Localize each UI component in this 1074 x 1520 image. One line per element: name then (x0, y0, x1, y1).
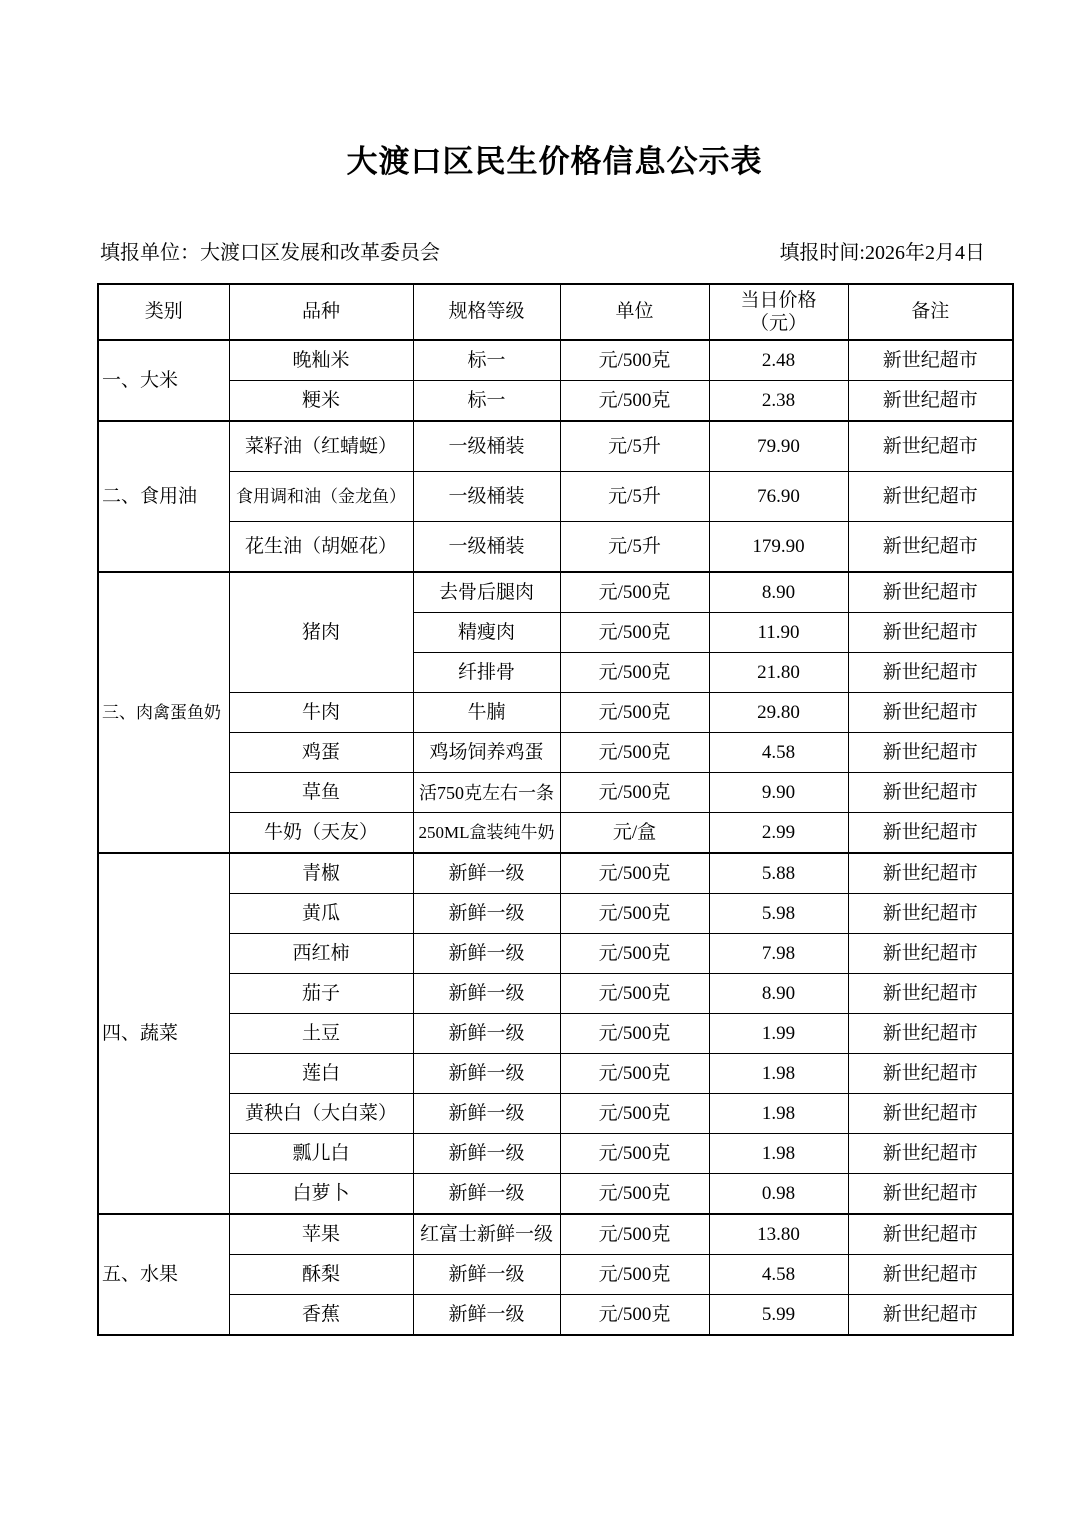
reporting-date: 填报时间:2026年2月4日 (779, 242, 985, 265)
table-header-row (98, 284, 1013, 340)
table-row (98, 572, 1013, 613)
table-row (98, 1174, 1013, 1215)
note-cell: 新世纪超市 (848, 934, 1013, 974)
spec-cell: 标一 (413, 381, 560, 422)
unit-cell: 元/500克 (560, 733, 709, 773)
column-header: 备注 (848, 284, 1013, 340)
unit-cell: 元/500克 (560, 1054, 709, 1094)
variety-cell: 食用调和油（金龙鱼） (229, 472, 413, 522)
spec-cell: 新鲜一级 (413, 1054, 560, 1094)
variety-cell: 鸡蛋 (229, 733, 413, 773)
category-cell: 四、蔬菜 (98, 853, 229, 1214)
unit-cell: 元/500克 (560, 974, 709, 1014)
variety-cell: 花生油（胡姬花） (229, 522, 413, 573)
note-cell: 新世纪超市 (848, 340, 1013, 381)
spec-cell: 一级桶装 (413, 522, 560, 573)
variety-cell: 西红柿 (229, 934, 413, 974)
unit-cell: 元/5升 (560, 421, 709, 472)
variety-cell: 瓢儿白 (229, 1134, 413, 1174)
note-cell: 新世纪超市 (848, 613, 1013, 653)
price-cell: 79.90 (709, 421, 848, 472)
table-row (98, 1214, 1013, 1255)
category-cell: 一、大米 (98, 340, 229, 421)
price-cell: 8.90 (709, 572, 848, 613)
spec-cell: 去骨后腿肉 (413, 572, 560, 613)
table-row (98, 693, 1013, 733)
spec-cell: 新鲜一级 (413, 1174, 560, 1215)
price-cell: 5.88 (709, 853, 848, 894)
column-header: 品种 (229, 284, 413, 340)
variety-cell: 黄瓜 (229, 894, 413, 934)
unit-cell: 元/500克 (560, 340, 709, 381)
column-header: 单位 (560, 284, 709, 340)
note-cell: 新世纪超市 (848, 894, 1013, 934)
note-cell: 新世纪超市 (848, 853, 1013, 894)
note-cell: 新世纪超市 (848, 693, 1013, 733)
note-cell: 新世纪超市 (848, 813, 1013, 854)
variety-cell: 酥梨 (229, 1255, 413, 1295)
price-cell: 2.48 (709, 340, 848, 381)
price-table (97, 283, 1014, 1336)
price-cell: 5.99 (709, 1295, 848, 1336)
unit-cell: 元/500克 (560, 773, 709, 813)
unit-cell: 元/500克 (560, 934, 709, 974)
unit-cell: 元/500克 (560, 653, 709, 693)
variety-cell: 粳米 (229, 381, 413, 422)
price-cell: 21.80 (709, 653, 848, 693)
note-cell: 新世纪超市 (848, 522, 1013, 573)
unit-cell: 元/500克 (560, 1134, 709, 1174)
unit-cell: 元/500克 (560, 894, 709, 934)
table-row (98, 340, 1013, 381)
price-cell: 1.99 (709, 1014, 848, 1054)
spec-cell: 新鲜一级 (413, 853, 560, 894)
variety-cell: 青椒 (229, 853, 413, 894)
table-row (98, 773, 1013, 813)
spec-cell: 新鲜一级 (413, 1094, 560, 1134)
price-cell: 1.98 (709, 1054, 848, 1094)
spec-cell: 新鲜一级 (413, 894, 560, 934)
note-cell: 新世纪超市 (848, 1174, 1013, 1215)
note-cell: 新世纪超市 (848, 1094, 1013, 1134)
reporting-unit: 填报单位：大渡口区发展和改革委员会 (100, 242, 440, 265)
spec-cell: 活750克左右一条 (413, 773, 560, 813)
variety-cell: 香蕉 (229, 1295, 413, 1336)
price-cell: 11.90 (709, 613, 848, 653)
note-cell: 新世纪超市 (848, 653, 1013, 693)
price-cell: 13.80 (709, 1214, 848, 1255)
table-row (98, 421, 1013, 472)
price-cell: 8.90 (709, 974, 848, 1014)
note-cell: 新世纪超市 (848, 1134, 1013, 1174)
variety-cell: 牛肉 (229, 693, 413, 733)
unit-cell: 元/500克 (560, 572, 709, 613)
price-cell: 1.98 (709, 1094, 848, 1134)
table-row (98, 894, 1013, 934)
spec-cell: 新鲜一级 (413, 934, 560, 974)
spec-cell: 一级桶装 (413, 421, 560, 472)
price-cell: 179.90 (709, 522, 848, 573)
column-header: 类别 (98, 284, 229, 340)
price-cell: 2.38 (709, 381, 848, 422)
variety-cell: 牛奶（天友） (229, 813, 413, 854)
unit-cell: 元/500克 (560, 381, 709, 422)
spec-cell: 红富士新鲜一级 (413, 1214, 560, 1255)
spec-cell: 新鲜一级 (413, 1295, 560, 1336)
table-row (98, 1134, 1013, 1174)
unit-cell: 元/500克 (560, 1214, 709, 1255)
table-row (98, 1094, 1013, 1134)
table-row (98, 974, 1013, 1014)
variety-cell: 黄秧白（大白菜） (229, 1094, 413, 1134)
unit-cell: 元/500克 (560, 1014, 709, 1054)
spec-cell: 新鲜一级 (413, 1255, 560, 1295)
price-cell: 4.58 (709, 1255, 848, 1295)
unit-cell: 元/500克 (560, 1094, 709, 1134)
note-cell: 新世纪超市 (848, 773, 1013, 813)
unit-cell: 元/500克 (560, 1295, 709, 1336)
price-cell: 9.90 (709, 773, 848, 813)
document-page (97, 0, 1012, 1336)
variety-cell: 茄子 (229, 974, 413, 1014)
note-cell: 新世纪超市 (848, 974, 1013, 1014)
note-cell: 新世纪超市 (848, 421, 1013, 472)
category-cell: 三、肉禽蛋鱼奶 (98, 572, 229, 853)
table-row (98, 472, 1013, 522)
table-row (98, 1295, 1013, 1336)
price-cell: 76.90 (709, 472, 848, 522)
note-cell: 新世纪超市 (848, 1054, 1013, 1094)
price-cell: 2.99 (709, 813, 848, 854)
note-cell: 新世纪超市 (848, 733, 1013, 773)
price-cell: 5.98 (709, 894, 848, 934)
variety-cell: 菜籽油（红蜻蜓） (229, 421, 413, 472)
table-row (98, 1014, 1013, 1054)
column-header: 规格等级 (413, 284, 560, 340)
unit-cell: 元/5升 (560, 522, 709, 573)
note-cell: 新世纪超市 (848, 1295, 1013, 1336)
spec-cell: 250ML盒装纯牛奶 (413, 813, 560, 854)
table-row (98, 733, 1013, 773)
spec-cell: 鸡场饲养鸡蛋 (413, 733, 560, 773)
spec-cell: 新鲜一级 (413, 1014, 560, 1054)
page-title: 大渡口区民生价格信息公示表 (346, 144, 763, 179)
unit-cell: 元/500克 (560, 1174, 709, 1215)
note-cell: 新世纪超市 (848, 472, 1013, 522)
category-cell: 二、食用油 (98, 421, 229, 572)
note-cell: 新世纪超市 (848, 1255, 1013, 1295)
unit-cell: 元/500克 (560, 613, 709, 653)
variety-cell: 晚籼米 (229, 340, 413, 381)
spec-cell: 牛腩 (413, 693, 560, 733)
meta-row (97, 236, 1012, 265)
note-cell: 新世纪超市 (848, 572, 1013, 613)
variety-cell: 莲白 (229, 1054, 413, 1094)
table-row (98, 381, 1013, 422)
price-cell: 0.98 (709, 1174, 848, 1215)
price-cell: 4.58 (709, 733, 848, 773)
variety-cell: 猪肉 (229, 572, 413, 693)
table-row (98, 1255, 1013, 1295)
table-row (98, 1054, 1013, 1094)
variety-cell: 草鱼 (229, 773, 413, 813)
price-cell: 1.98 (709, 1134, 848, 1174)
column-header: 当日价格 （元） (709, 284, 848, 340)
spec-cell: 新鲜一级 (413, 1134, 560, 1174)
price-cell: 29.80 (709, 693, 848, 733)
variety-cell: 白萝卜 (229, 1174, 413, 1215)
note-cell: 新世纪超市 (848, 1014, 1013, 1054)
variety-cell: 苹果 (229, 1214, 413, 1255)
table-row (98, 934, 1013, 974)
table-row (98, 853, 1013, 894)
unit-cell: 元/500克 (560, 853, 709, 894)
variety-cell: 土豆 (229, 1014, 413, 1054)
unit-cell: 元/盒 (560, 813, 709, 854)
unit-cell: 元/500克 (560, 1255, 709, 1295)
unit-cell: 元/500克 (560, 693, 709, 733)
table-row (98, 813, 1013, 854)
spec-cell: 标一 (413, 340, 560, 381)
unit-cell: 元/5升 (560, 472, 709, 522)
note-cell: 新世纪超市 (848, 381, 1013, 422)
category-cell: 五、水果 (98, 1214, 229, 1335)
spec-cell: 精瘦肉 (413, 613, 560, 653)
spec-cell: 纤排骨 (413, 653, 560, 693)
note-cell: 新世纪超市 (848, 1214, 1013, 1255)
spec-cell: 一级桶装 (413, 472, 560, 522)
spec-cell: 新鲜一级 (413, 974, 560, 1014)
table-row (98, 522, 1013, 573)
price-cell: 7.98 (709, 934, 848, 974)
